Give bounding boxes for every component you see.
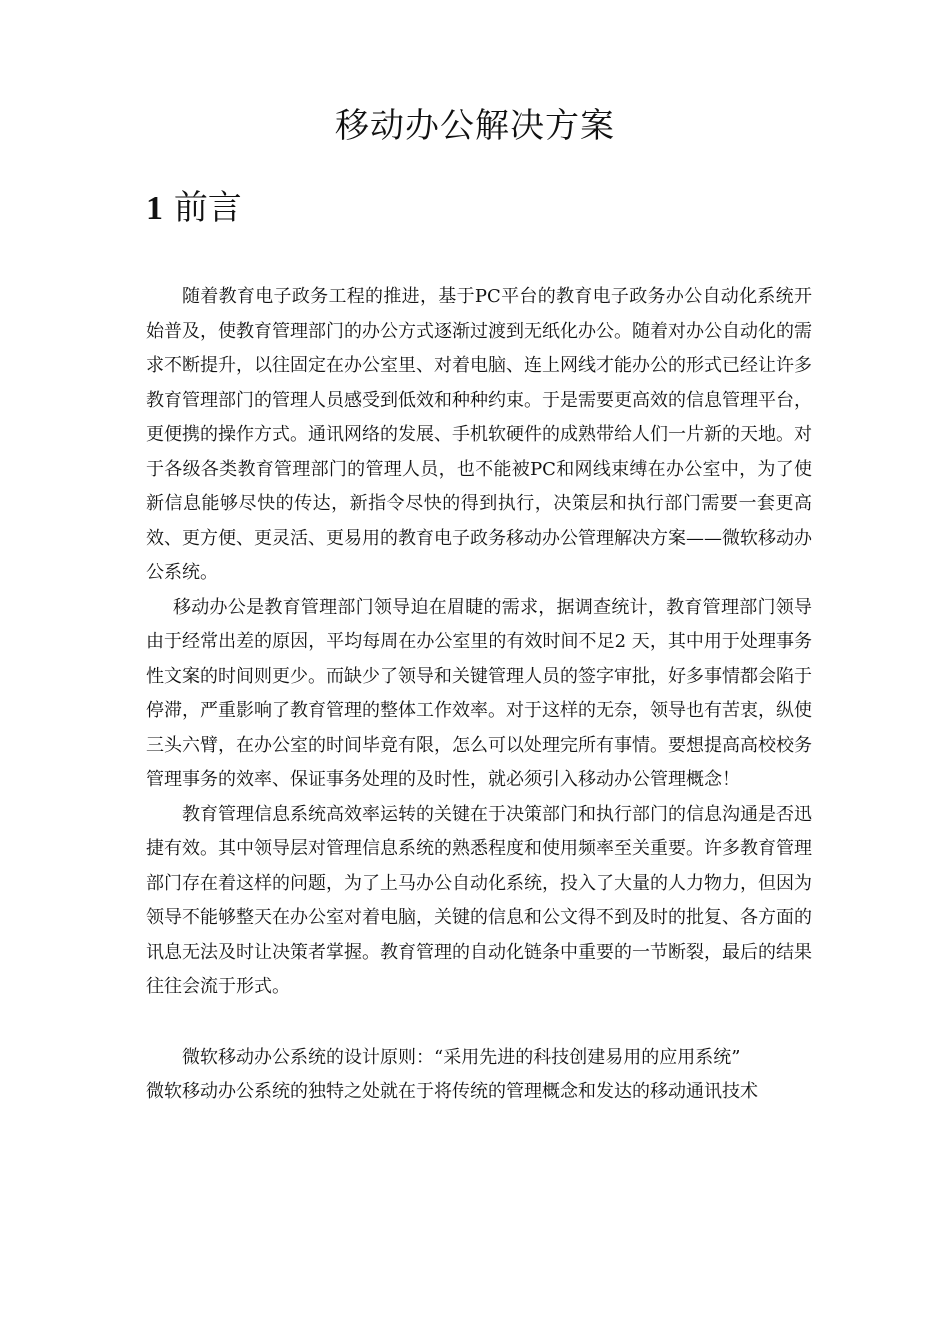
paragraph-unique-feature: 微软移动办公系统的独特之处就在于将传统的管理概念和发达的移动通讯技术 <box>146 1081 758 1102</box>
paragraph-gap <box>146 1005 812 1041</box>
paragraph-info-system: 教育管理信息系统高效率运转的关键在于决策部门和执行部门的信息沟通是否迅捷有效。其中领导层对管理信息系统的熟悉程度和使用频率至关重要。许多教育管理部门存在着这样的问题，为了上马办公自动化系统，投入了大量的人力物力，但因为领导不能够整天在办公室对着电脑，关键的信息和公文得不到及时的批复、各方面的讯息无法及时让决策者掌握。教育管理的自动化链条中重要的一节断裂，最后的结果往往会流于形式。 <box>146 803 812 997</box>
paragraph-design-principle: 微软移动办公系统的设计原则：“采用先进的科技创建易用的应用系统” <box>182 1046 741 1068</box>
document-title: 移动办公解决方案 <box>335 106 615 146</box>
section-number: 1 <box>146 190 163 227</box>
section-title: 前言 <box>173 188 242 228</box>
section-heading <box>146 182 242 235</box>
paragraph-intro: 随着教育电子政务工程的推进，基于PC平台的教育电子政务办公自动化系统开始普及，使教育管理部门的办公方式逐渐过渡到无纸化办公。随着对办公自动化的需求不断提升，以往固定在办公室里、对着电脑、连上网线才能办公的形式已经让许多教育管理部门的管理人员感受到低效和种种约束。于是需要更高效的信息管理平台，更便携的操作方式。通讯网络的发展、手机软硬件的成熟带给人们一片新的天地。对于各级各类教育管理部门的管理人员，也不能被PC和网线束缚在办公室中，为了使新信息能够尽快的传达，新指令尽快的得到执行，决策层和执行部门需要一套更高效、更方便、更灵活、更易用的教育电子政务移动办公管理解决方案——微软移动办公系统。 <box>146 286 812 583</box>
body-text <box>146 280 812 1110</box>
paragraph-mobile-office-need: 移动办公是教育管理部门领导迫在眉睫的需求，据调查统计，教育管理部门领导由于经常出差的原因，平均每周在办公室里的有效时间不足2 天，其中用于处理事务性文案的时间则更少。而缺少了领导和关键管理人员的签字审批，好多事情都会陷于停滞，严重影响了教育管理的整体工作效率。对于这样的无奈，领导也有苦衷，纵使三头六臂，在办公室的时间毕竟有限，怎么可以处理完所有事情。要想提高高校校务管理事务的效率、保证事务处理的及时性，就必须引入移动办公管理概念！ <box>146 596 812 790</box>
